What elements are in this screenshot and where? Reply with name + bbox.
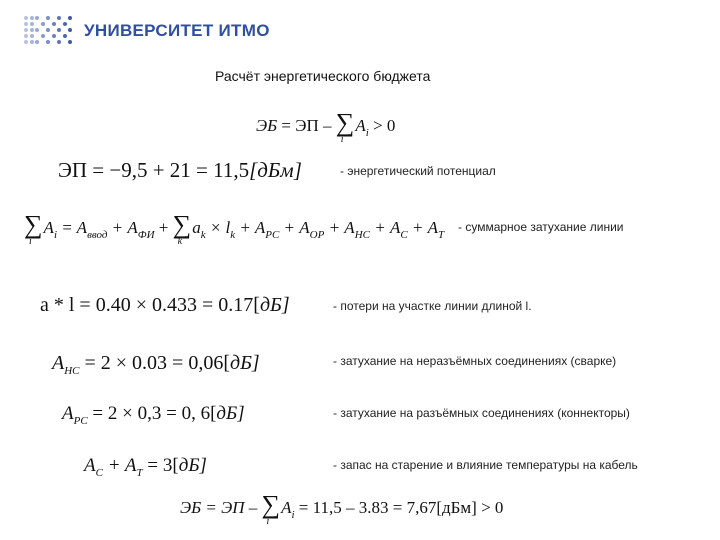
logo-dot	[63, 34, 67, 38]
logo-dot	[68, 16, 72, 20]
formula-connector-attenuation: $A_{РС} = 2 \times 0,3 = 0$, 6[дБ]	[62, 403, 245, 427]
logo-dot	[35, 28, 39, 32]
description-aging-margin: - запас на старение и влияние температуры на кабель	[333, 458, 638, 472]
formula-section-loss: a * l = 0.40 × 0.433 = 0.17[дБ]	[40, 294, 290, 316]
description-total-attenuation: - суммарное затухание линии	[458, 220, 624, 234]
logo-dot	[46, 40, 50, 44]
logo-dot	[35, 16, 39, 20]
logo-dot	[52, 34, 56, 38]
logo-dot	[57, 16, 61, 20]
logo-dot	[52, 22, 56, 26]
formula-energy-budget-condition: ЭБ = ЭП – ∑ i $A_i > 0$	[256, 108, 396, 145]
formula-aging-margin: $A_C + A_T = 3[дБ]$	[84, 455, 207, 479]
description-splice-attenuation: - затухание на неразъёмных соединениях (сварке)	[333, 354, 617, 368]
logo-text: УНИВЕРСИТЕТ ИТМО	[84, 21, 270, 40]
logo-dot	[30, 40, 34, 44]
logo-dot	[35, 40, 39, 44]
logo-dot	[30, 28, 34, 32]
logo-dot	[41, 34, 45, 38]
formula-energy-potential: ЭП = −9,5 + 21 = 11,5[дБм]	[58, 158, 302, 182]
logo-dot	[46, 16, 50, 20]
formula-total-line-attenuation: ∑ i $A_i = A_{ввод} + A_{ФИ}$ + ∑ k $a_k \times l_k + A_{РС} + A_{ОР} + A_{НС} + A_С + A_Т$	[24, 210, 445, 247]
formula-energy-budget-result: ЭБ = ЭП – ∑ i $A_i = 11,5 - 3.83 = 7,67[дБм] > 0$	[180, 490, 504, 527]
logo-dot	[24, 28, 28, 32]
logo-dot	[68, 28, 72, 32]
description-section-loss: - потери на участке линии длиной l.	[333, 299, 532, 313]
logo-dot	[30, 34, 34, 38]
logo-dot	[57, 40, 61, 44]
logo-dot	[46, 28, 50, 32]
logo-dot	[24, 40, 28, 44]
itmo-logo-dots-icon	[24, 16, 74, 46]
logo-dot	[30, 22, 34, 26]
logo-dot	[68, 40, 72, 44]
logo-dot	[41, 22, 45, 26]
logo-dot	[57, 28, 61, 32]
itmo-logo	[24, 16, 270, 46]
logo-dot	[24, 22, 28, 26]
logo-dot	[24, 34, 28, 38]
slide-title: Расчёт энергетического бюджета	[215, 68, 431, 84]
description-connector-attenuation: - затухание на разъёмных соединениях (коннекторы)	[333, 406, 630, 420]
logo-dot	[63, 22, 67, 26]
formula-splice-attenuation: $A_{НС} = 2 \times 0.03 = 0,06[дБ]$	[52, 352, 260, 377]
description-energy-potential: - энергетический потенциал	[340, 164, 496, 178]
logo-dot	[24, 16, 28, 20]
logo-dot	[30, 16, 34, 20]
